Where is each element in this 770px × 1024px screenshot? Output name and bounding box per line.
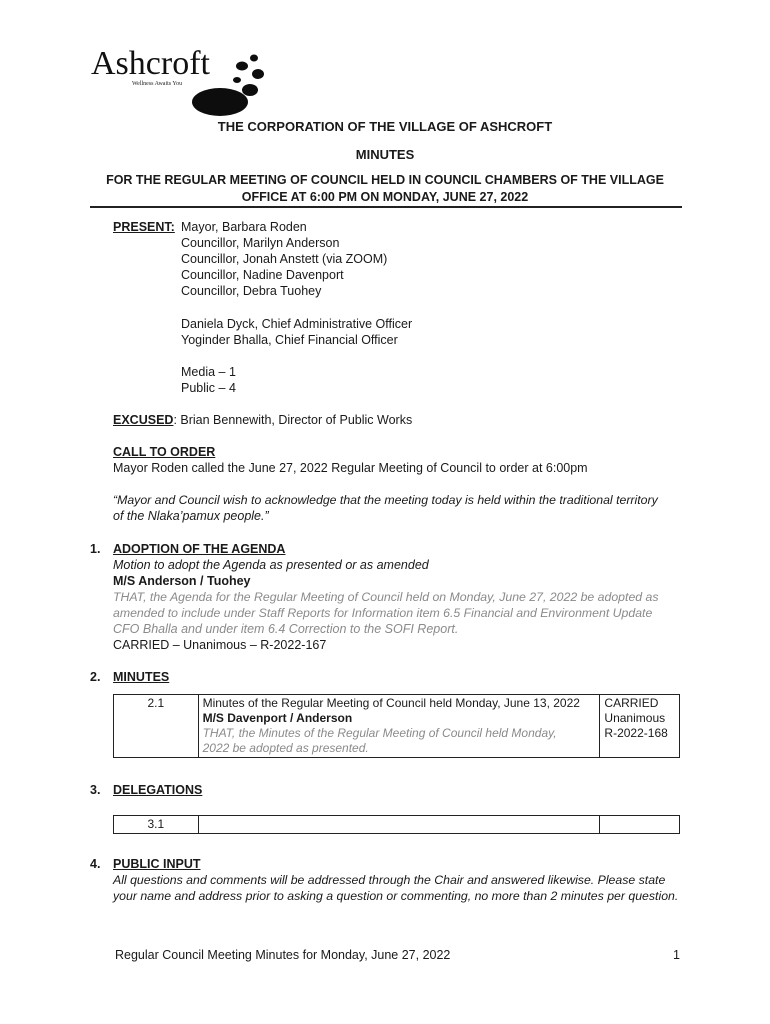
org-title: THE CORPORATION OF THE VILLAGE OF ASHCROFT <box>217 119 553 134</box>
delegations-table <box>113 815 680 834</box>
item-status <box>600 816 680 834</box>
agenda-resolution-line-2: amended to include under Staff Reports for Information item 6.5 Financial and Environment Update <box>113 606 653 620</box>
present-others-list <box>181 364 236 396</box>
attendee: Daniela Dyck, Chief Administrative Officer <box>181 317 413 331</box>
call-to-order-text: Mayor Roden called the June 27, 2022 Regular Meeting of Council to order at 6:00pm <box>113 461 588 475</box>
minutes-table <box>113 694 680 758</box>
acknowledgement-line-2: of the Nlaka’pamux people.” <box>113 509 269 523</box>
meeting-subtitle-line-1: FOR THE REGULAR MEETING OF COUNCIL HELD IN COUNCIL CHAMBERS OF THE VILLAGE <box>106 173 664 187</box>
footer-text: Regular Council Meeting Minutes for Monday, June 27, 2022 <box>115 948 451 962</box>
section-number: 4. <box>90 857 101 871</box>
agenda-movers: M/S Anderson / Tuohey <box>113 574 251 588</box>
attendee: Councillor, Jonah Anstett (via ZOOM) <box>181 252 388 266</box>
resolution-number: R-2022-168 <box>604 726 668 740</box>
public-input-line-2: your name and address prior to asking a question or commenting, no more than 2 minutes per question. <box>113 889 679 903</box>
section-number: 1. <box>90 542 101 556</box>
item-number: 3.1 <box>114 816 199 834</box>
item-resolution-line-2: 2022 be adopted as presented. <box>202 741 369 755</box>
page-number: 1 <box>673 948 680 962</box>
excused-text: : Brian Bennewith, Director of Public Works <box>173 413 413 427</box>
present-council-list <box>181 219 387 299</box>
excused-line <box>113 412 412 428</box>
item-status <box>600 695 680 758</box>
section-number: 3. <box>90 783 101 797</box>
item-number: 2.1 <box>114 695 199 758</box>
section-heading-minutes: MINUTES <box>113 670 170 684</box>
table-row <box>114 695 680 758</box>
attendee: Councillor, Nadine Davenport <box>181 268 344 282</box>
attendee: Media – 1 <box>181 365 236 379</box>
call-to-order-heading: CALL TO ORDER <box>113 445 216 459</box>
section-heading-public-input: PUBLIC INPUT <box>113 857 201 871</box>
present-staff-list <box>181 316 412 348</box>
present-label: PRESENT: <box>113 220 175 234</box>
attendee: Public – 4 <box>181 381 236 395</box>
status-text: CARRIED <box>604 696 659 710</box>
section-heading-delegations: DELEGATIONS <box>113 783 203 797</box>
item-details <box>198 695 600 758</box>
table-row <box>114 816 680 834</box>
item-title: Minutes of the Regular Meeting of Council held Monday, June 13, 2022 <box>202 696 580 710</box>
excused-label: EXCUSED <box>113 413 174 427</box>
item-resolution-line-1: THAT, the Minutes of the Regular Meeting of Council held Monday, <box>202 726 557 740</box>
agenda-result: CARRIED – Unanimous – R-2022-167 <box>113 638 327 652</box>
attendee: Mayor, Barbara Roden <box>181 220 307 234</box>
logo-wordmark: Ashcroft <box>91 45 210 82</box>
item-movers: M/S Davenport / Anderson <box>202 711 353 725</box>
attendee: Yoginder Bhalla, Chief Financial Officer <box>181 333 398 347</box>
attendee: Councillor, Debra Tuohey <box>181 284 322 298</box>
ashcroft-logo <box>90 44 270 119</box>
public-input-line-1: All questions and comments will be addressed through the Chair and answered likewise. Please state <box>113 873 666 887</box>
agenda-resolution-line-3: CFO Bhalla and under item 6.4 Correction to the SOFI Report. <box>113 622 459 636</box>
header-divider <box>90 206 682 208</box>
agenda-resolution-line-1: THAT, the Agenda for the Regular Meeting of Council held on Monday, June 27, 2022 be adopted as <box>113 590 659 604</box>
agenda-motion: Motion to adopt the Agenda as presented or as amended <box>113 558 429 572</box>
section-heading-adoption: ADOPTION OF THE AGENDA <box>113 542 286 556</box>
section-number: 2. <box>90 670 101 684</box>
doc-type: MINUTES <box>355 147 415 162</box>
status-text: Unanimous <box>604 711 666 725</box>
acknowledgement-line-1: “Mayor and Council wish to acknowledge that the meeting today is held within the traditional territory <box>113 493 658 507</box>
meeting-subtitle-line-2: OFFICE AT 6:00 PM ON MONDAY, JUNE 27, 2022 <box>241 190 529 204</box>
attendee: Councillor, Marilyn Anderson <box>181 236 340 250</box>
item-details <box>198 816 600 834</box>
logo-tagline: Wellness Awaits You <box>132 81 183 87</box>
